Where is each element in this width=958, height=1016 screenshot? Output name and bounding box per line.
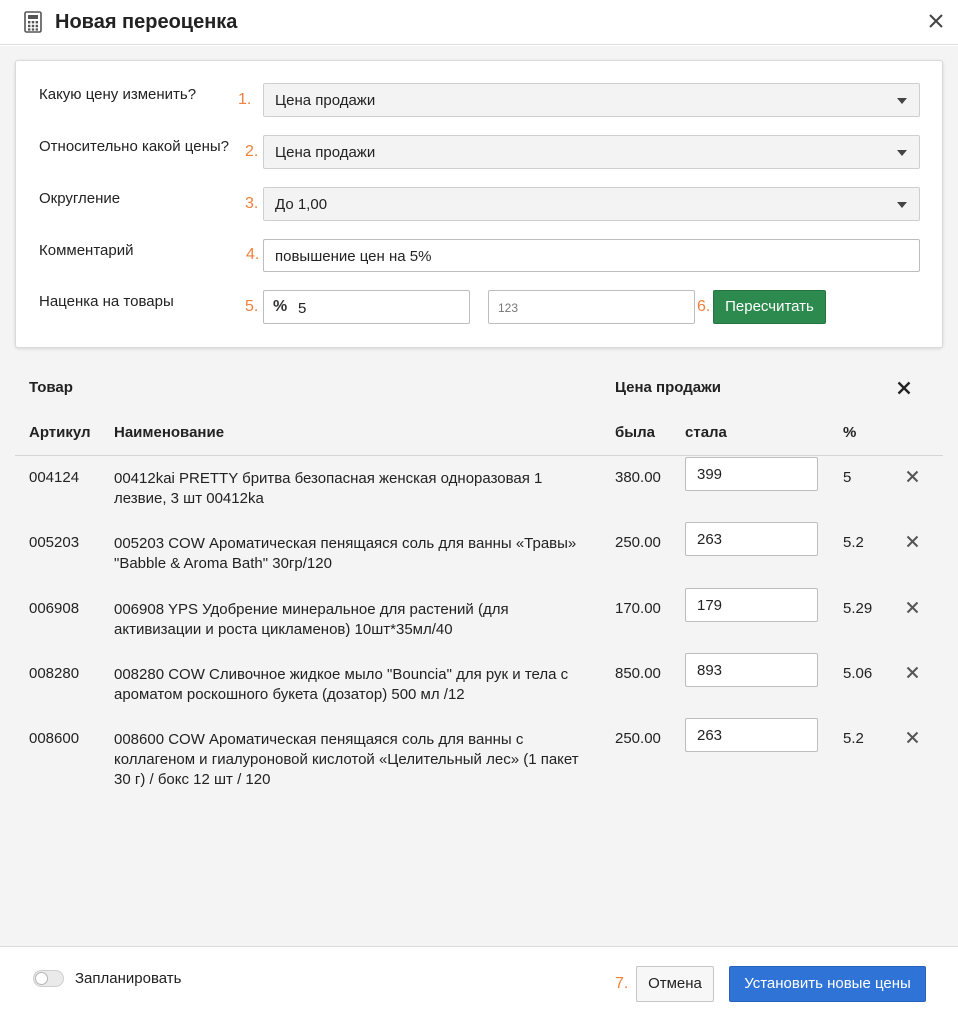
price-to-change-label: Какую цену изменить? <box>39 86 197 103</box>
schedule-toggle[interactable] <box>33 970 64 987</box>
step-number-7: 7. <box>615 975 629 992</box>
remove-row-icon[interactable] <box>906 601 919 614</box>
remove-row-icon[interactable] <box>906 731 919 744</box>
close-icon[interactable] <box>928 13 944 29</box>
product-group-header: Товар <box>29 379 73 396</box>
row-name: 005203 COW Ароматическая пенящаяся соль для ванны «Травы» "Babble & Aroma Bath" 30гр/120 <box>114 535 577 572</box>
step-number-1: 1. <box>238 91 252 108</box>
row-sku: 008280 <box>29 665 80 682</box>
rounding-label: Округление <box>39 190 121 207</box>
remove-all-icon[interactable] <box>897 381 911 395</box>
step-number-6: 6. <box>697 298 711 315</box>
row-name: 006908 YPS Удобрение минеральное для растений (для активизации и роста цикламенов) 10шт*35мл/40 <box>114 601 509 638</box>
sale-price-group-header: Цена продажи <box>615 379 721 396</box>
base-price-select[interactable] <box>263 135 920 169</box>
table-divider <box>15 455 943 456</box>
base-price-value: Цена продажи <box>275 144 376 161</box>
row-new-price-input[interactable]: 893 <box>685 653 818 687</box>
row-sku: 006908 <box>29 600 80 617</box>
calculator-icon <box>24 11 42 33</box>
row-percent: 5.29 <box>843 600 873 617</box>
dialog-header <box>0 0 958 45</box>
step-number-2: 2. <box>245 143 259 160</box>
row-sku: 004124 <box>29 469 80 486</box>
row-percent: 5.2 <box>843 534 864 551</box>
step-number-3: 3. <box>245 195 259 212</box>
price-to-change-select[interactable] <box>263 83 920 117</box>
row-new-price-input[interactable]: 263 <box>685 522 818 556</box>
row-old-price: 170.00 <box>615 600 661 617</box>
dialog-footer <box>0 946 958 1016</box>
chevron-down-icon <box>897 150 907 156</box>
chevron-down-icon <box>897 98 907 104</box>
row-old-price: 250.00 <box>615 730 661 747</box>
row-old-price: 850.00 <box>615 665 661 682</box>
row-old-price: 380.00 <box>615 469 661 486</box>
row-name: 00412kai PRETTY бритва безопасная женская одноразовая 1 лезвие, 3 шт 00412ka <box>114 470 543 507</box>
base-price-label: Относительно какой цены? <box>39 138 229 155</box>
apply-new-prices-button[interactable]: Установить новые цены <box>729 966 926 1002</box>
markup-absolute-placeholder: 123 <box>498 301 519 315</box>
row-percent: 5.06 <box>843 665 873 682</box>
remove-row-icon[interactable] <box>906 666 919 679</box>
percent-column-header: % <box>843 424 857 441</box>
step-number-4: 4. <box>246 246 260 263</box>
remove-row-icon[interactable] <box>906 470 919 483</box>
price-to-change-value: Цена продажи <box>275 92 376 109</box>
row-name: 008600 COW Ароматическая пенящаяся соль для ванны с коллагеном и гиалуроновой кислотой «Целительный лес» (1 пакет 30 г) / бокс 12 шт / 120 <box>114 731 579 788</box>
rounding-value: До 1,00 <box>275 196 328 213</box>
row-new-price-input[interactable]: 263 <box>685 718 818 752</box>
row-percent: 5.2 <box>843 730 864 747</box>
name-column-header: Наименование <box>114 424 225 441</box>
new-price-column-header: стала <box>685 424 727 441</box>
row-old-price: 250.00 <box>615 534 661 551</box>
step-number-5: 5. <box>245 298 259 315</box>
markup-absolute-input[interactable] <box>488 290 695 324</box>
schedule-label: Запланировать <box>75 970 182 987</box>
row-sku: 008600 <box>29 730 80 747</box>
sku-column-header: Артикул <box>29 424 91 441</box>
row-name: 008280 COW Сливочное жидкое мыло "Bouncia" для рук и тела с ароматом роскошного букета (дозатор) 500 мл /12 <box>114 666 569 703</box>
rounding-select[interactable] <box>263 187 920 221</box>
dialog-title: Новая переоценка <box>55 11 238 33</box>
recalculate-button[interactable]: Пересчитать <box>713 290 826 324</box>
markup-percent-input[interactable] <box>263 290 470 324</box>
toggle-knob <box>35 972 48 985</box>
remove-row-icon[interactable] <box>906 535 919 548</box>
old-price-column-header: была <box>615 424 655 441</box>
percent-icon: % <box>273 298 288 315</box>
row-sku: 005203 <box>29 534 80 551</box>
markup-label: Наценка на товары <box>39 293 174 310</box>
row-new-price-input[interactable]: 179 <box>685 588 818 622</box>
comment-label: Комментарий <box>39 242 134 259</box>
cancel-button[interactable]: Отмена <box>636 966 714 1002</box>
markup-percent-value: 5 <box>298 300 307 317</box>
chevron-down-icon <box>897 202 907 208</box>
comment-input[interactable]: повышение цен на 5% <box>263 239 920 272</box>
row-percent: 5 <box>843 469 852 486</box>
row-new-price-input[interactable]: 399 <box>685 457 818 491</box>
